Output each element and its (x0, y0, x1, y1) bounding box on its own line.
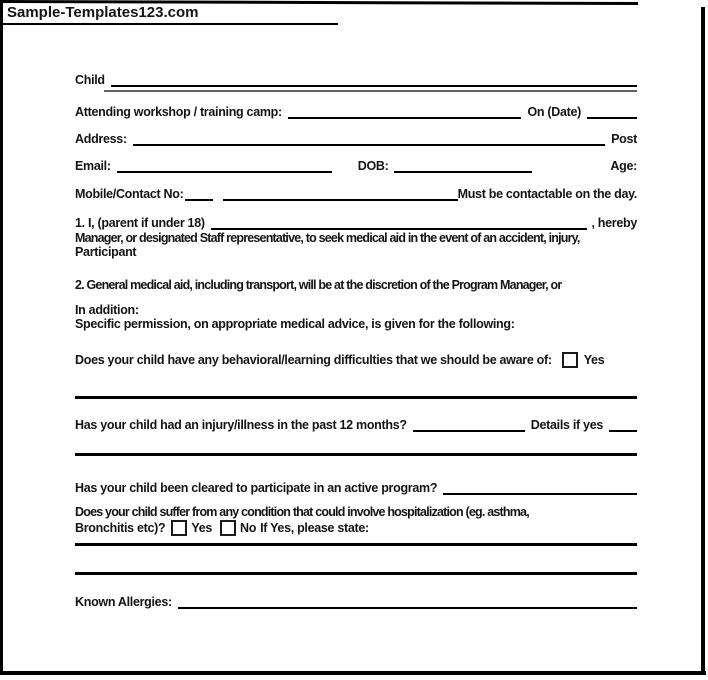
hospitalization-row (75, 520, 637, 535)
page-border-bottom (0, 671, 706, 675)
hospitalization-question-line2: Bronchitis etc)? (75, 521, 166, 535)
child-name-field[interactable] (111, 72, 637, 87)
hospitalization-question-line1: Does your child suffer from any condition that could involve hospitalization (eg. asthma, (75, 505, 529, 519)
parent-name-field[interactable] (211, 215, 588, 230)
cleared-answer-field[interactable] (443, 480, 637, 495)
email-field[interactable] (117, 158, 332, 173)
hospitalization-answer-line-2[interactable] (75, 572, 637, 575)
workshop-field[interactable] (288, 104, 522, 119)
specific-permission-text: Specific permission, on appropriate medical advice, is given for the following: (75, 317, 515, 331)
behavioral-answer-line[interactable] (75, 396, 637, 399)
behavioral-row (75, 352, 637, 367)
consent1-prefix: 1. I, (parent if under 18) (75, 216, 205, 230)
contactable-note: Must be contactable on the day. (457, 187, 637, 201)
consent1-suffix: , hereby (591, 216, 637, 230)
dob-field[interactable] (394, 158, 532, 173)
consent2-text: 2. General medical aid, including transport, will be at the discretion of the Program Manager, or (75, 278, 562, 292)
injury-question: Has your child had an injury/illness in the past 12 months? (75, 418, 407, 432)
dob-label: DOB: (357, 159, 389, 173)
site-header: Sample-Templates123.com (7, 4, 199, 21)
injury-details-line[interactable] (75, 453, 637, 456)
post-label: Post (611, 132, 637, 146)
email-label: Email: (75, 159, 111, 173)
mobile-row (75, 186, 637, 201)
known-allergies-row (75, 594, 637, 609)
age-label: Age: (610, 159, 637, 173)
hospitalization-yes-label: Yes (191, 521, 213, 535)
site-header-underline (0, 23, 338, 25)
hospitalization-yes-checkbox[interactable] (171, 520, 187, 536)
mobile-number-field[interactable] (223, 186, 457, 201)
known-allergies-label: Known Allergies: (75, 595, 172, 609)
child-row (75, 72, 637, 87)
known-allergies-field[interactable] (178, 594, 637, 609)
hospitalization-no-label: No (240, 521, 257, 535)
address-field[interactable] (133, 131, 605, 146)
hospitalization-no-checkbox[interactable] (220, 520, 236, 536)
cleared-question: Has your child been cleared to participate in an active program? (75, 481, 438, 495)
mobile-label: Mobile/Contact No: (75, 187, 184, 201)
child-label: Child (75, 73, 105, 87)
details-if-yes-label: Details if yes (530, 418, 603, 432)
mobile-prefix-field[interactable] (185, 186, 213, 201)
address-row (75, 131, 637, 146)
consent1-line2: Manager, or designated Staff representative, to seek medical aid in the event of an accident, injury, (75, 231, 580, 245)
in-addition-text: In addition: (75, 303, 139, 317)
date-field[interactable] (587, 104, 637, 119)
address-label: Address: (75, 132, 127, 146)
injury-row (75, 417, 637, 432)
if-yes-please-state-label: If Yes, please state: (260, 521, 369, 535)
on-date-label: On (Date) (527, 105, 581, 119)
behavioral-yes-label: Yes (583, 353, 605, 367)
injury-answer-field[interactable] (413, 417, 525, 432)
details-field[interactable] (609, 417, 637, 432)
behavioral-yes-checkbox[interactable] (562, 352, 578, 368)
attending-row (75, 104, 637, 119)
behavioral-question: Does your child have any behavioral/learning difficulties that we should be aware of: (75, 353, 552, 367)
child-line-shadow (104, 90, 637, 92)
attending-label: Attending workshop / training camp: (75, 105, 282, 119)
consent1-row (75, 215, 637, 230)
hospitalization-answer-line-1[interactable] (75, 543, 637, 546)
consent1-line3: Participant (75, 245, 137, 259)
cleared-row (75, 480, 637, 495)
page-border-right (701, 7, 705, 675)
page-border-left (0, 0, 3, 674)
email-dob-age-row (75, 158, 637, 173)
